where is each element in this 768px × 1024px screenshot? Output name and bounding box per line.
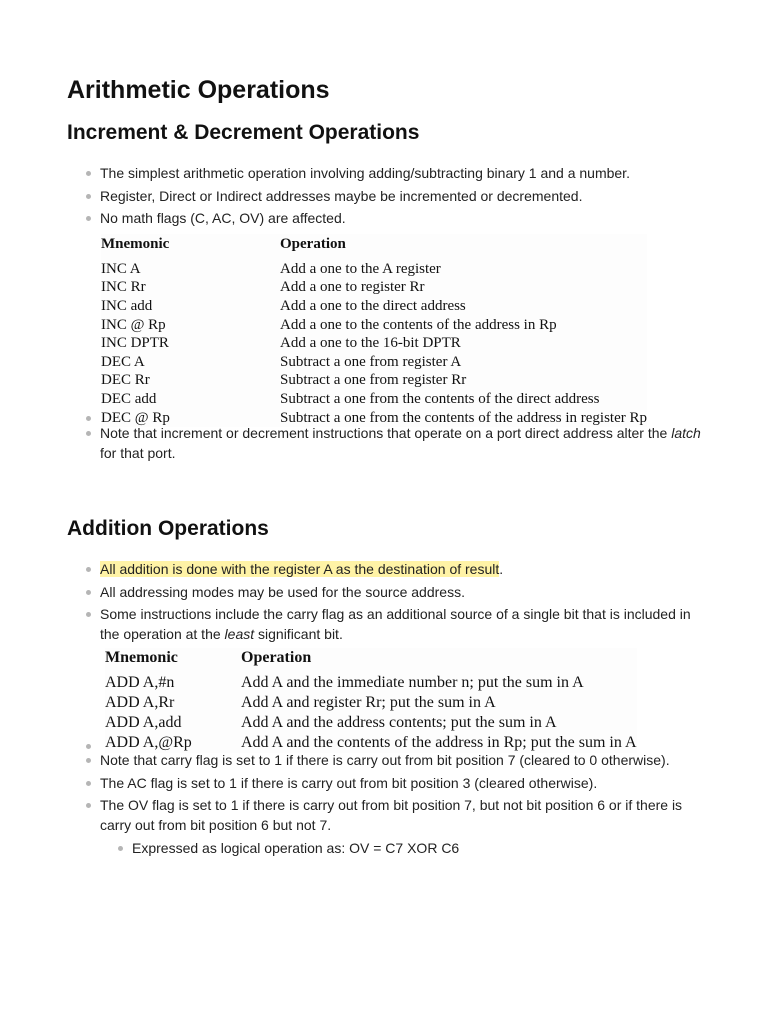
table-header-row xyxy=(101,234,647,260)
table-cell-operation: Subtract a one from register Rr xyxy=(280,372,467,389)
table-cell-operation: Add A and register Rr; put the sum in A xyxy=(241,693,496,711)
table-row xyxy=(101,390,647,409)
table-cell-operation: Add a one to the A register xyxy=(280,260,441,277)
inc-dec-table xyxy=(101,234,647,427)
table-row xyxy=(101,334,647,353)
table-header: Mnemonic xyxy=(105,648,178,666)
addition-bullet-list xyxy=(67,559,707,860)
table-cell-mnemonic: ADD A,@Rp xyxy=(105,733,192,751)
list-item: No math flags (C, AC, OV) are affected. xyxy=(67,208,707,228)
list-item-note: Note that increment or decrement instructions that operate on a port direct address alter the latch for that port. xyxy=(67,423,707,463)
table-row xyxy=(101,260,647,279)
table-cell-mnemonic: ADD A,Rr xyxy=(105,693,175,711)
table-cell-operation: Subtract a one from register A xyxy=(280,353,462,370)
table-row xyxy=(101,315,647,334)
addition-table xyxy=(105,648,637,753)
emphasis-text: latch xyxy=(671,425,701,441)
list-item: Some instructions include the carry flag as an additional source of a single bit that is included in the operation at the least significant bit. xyxy=(67,604,707,644)
table-row xyxy=(105,713,637,733)
table-row xyxy=(101,352,647,371)
table-row xyxy=(105,673,637,693)
table-row xyxy=(101,371,647,390)
table-cell-mnemonic: DEC Rr xyxy=(101,372,150,389)
table-header-row xyxy=(105,648,637,673)
table-cell-operation: Add A and the immediate number n; put the sum in A xyxy=(241,673,584,691)
table-cell-operation: Add A and the address contents; put the sum in A xyxy=(241,713,557,731)
table-cell-mnemonic: DEC A xyxy=(101,353,145,370)
table-cell-mnemonic: INC Rr xyxy=(101,279,146,296)
list-item-note: The OV flag is set to 1 if there is carry out from bit position 7, but not bit position 6 or if there is carry out from bit position 6 but not 7. xyxy=(67,795,707,835)
table-header: Operation xyxy=(241,648,312,666)
table-cell-operation: Add a one to register Rr xyxy=(280,279,425,296)
table-cell-mnemonic: INC add xyxy=(101,297,153,314)
list-item-note: Note that carry flag is set to 1 if there is carry out from bit position 7 (cleared to 0 otherwise). xyxy=(67,750,707,770)
table-row xyxy=(101,278,647,297)
table-row xyxy=(105,693,637,713)
table-cell-operation: Subtract a one from the contents of the address in register Rp xyxy=(280,409,647,426)
list-item-note: The AC flag is set to 1 if there is carry out from bit position 3 (cleared otherwise). xyxy=(67,773,707,793)
table-cell-operation: Add A and the contents of the address in Rp; put the sum in A xyxy=(241,733,637,751)
list-item: All addition is done with the register A as the destination of result. xyxy=(67,559,707,579)
list-item-table xyxy=(67,647,707,751)
list-item: All addressing modes may be used for the source address. xyxy=(67,582,707,602)
table-cell-operation: Add a one to the direct address xyxy=(280,297,466,314)
table-header: Mnemonic xyxy=(101,235,170,252)
table-cell-operation: Subtract a one from the contents of the direct address xyxy=(280,390,600,407)
list-item: Register, Direct or Indirect addresses maybe be incremented or decremented. xyxy=(67,186,707,206)
table-cell-mnemonic: INC DPTR xyxy=(101,335,169,352)
section-heading-increment-decrement: Increment & Decrement Operations xyxy=(67,121,420,144)
table-cell-operation: Add a one to the contents of the address in Rp xyxy=(280,316,557,333)
table-cell-operation: Add a one to the 16-bit DPTR xyxy=(280,335,461,352)
list-item-table xyxy=(67,231,707,426)
highlighted-text: All addition is done with the register A as the destination of result xyxy=(100,561,500,577)
page-title: Arithmetic Operations xyxy=(67,76,330,104)
sub-list-item: Expressed as logical operation as: OV = C7 XOR C6 xyxy=(67,838,707,858)
table-header: Operation xyxy=(280,235,346,252)
table-cell-mnemonic: DEC @ Rp xyxy=(101,409,170,426)
section-heading-addition: Addition Operations xyxy=(67,517,269,540)
table-cell-mnemonic: DEC add xyxy=(101,390,157,407)
increment-bullet-list xyxy=(67,163,707,466)
table-cell-mnemonic: ADD A,add xyxy=(105,713,182,731)
table-cell-mnemonic: INC @ Rp xyxy=(101,316,166,333)
emphasis-text: least xyxy=(224,626,255,642)
table-row xyxy=(101,297,647,316)
table-cell-mnemonic: ADD A,#n xyxy=(105,673,175,691)
list-item: The simplest arithmetic operation involving adding/subtracting binary 1 and a number. xyxy=(67,163,707,183)
table-cell-mnemonic: INC A xyxy=(101,260,141,277)
